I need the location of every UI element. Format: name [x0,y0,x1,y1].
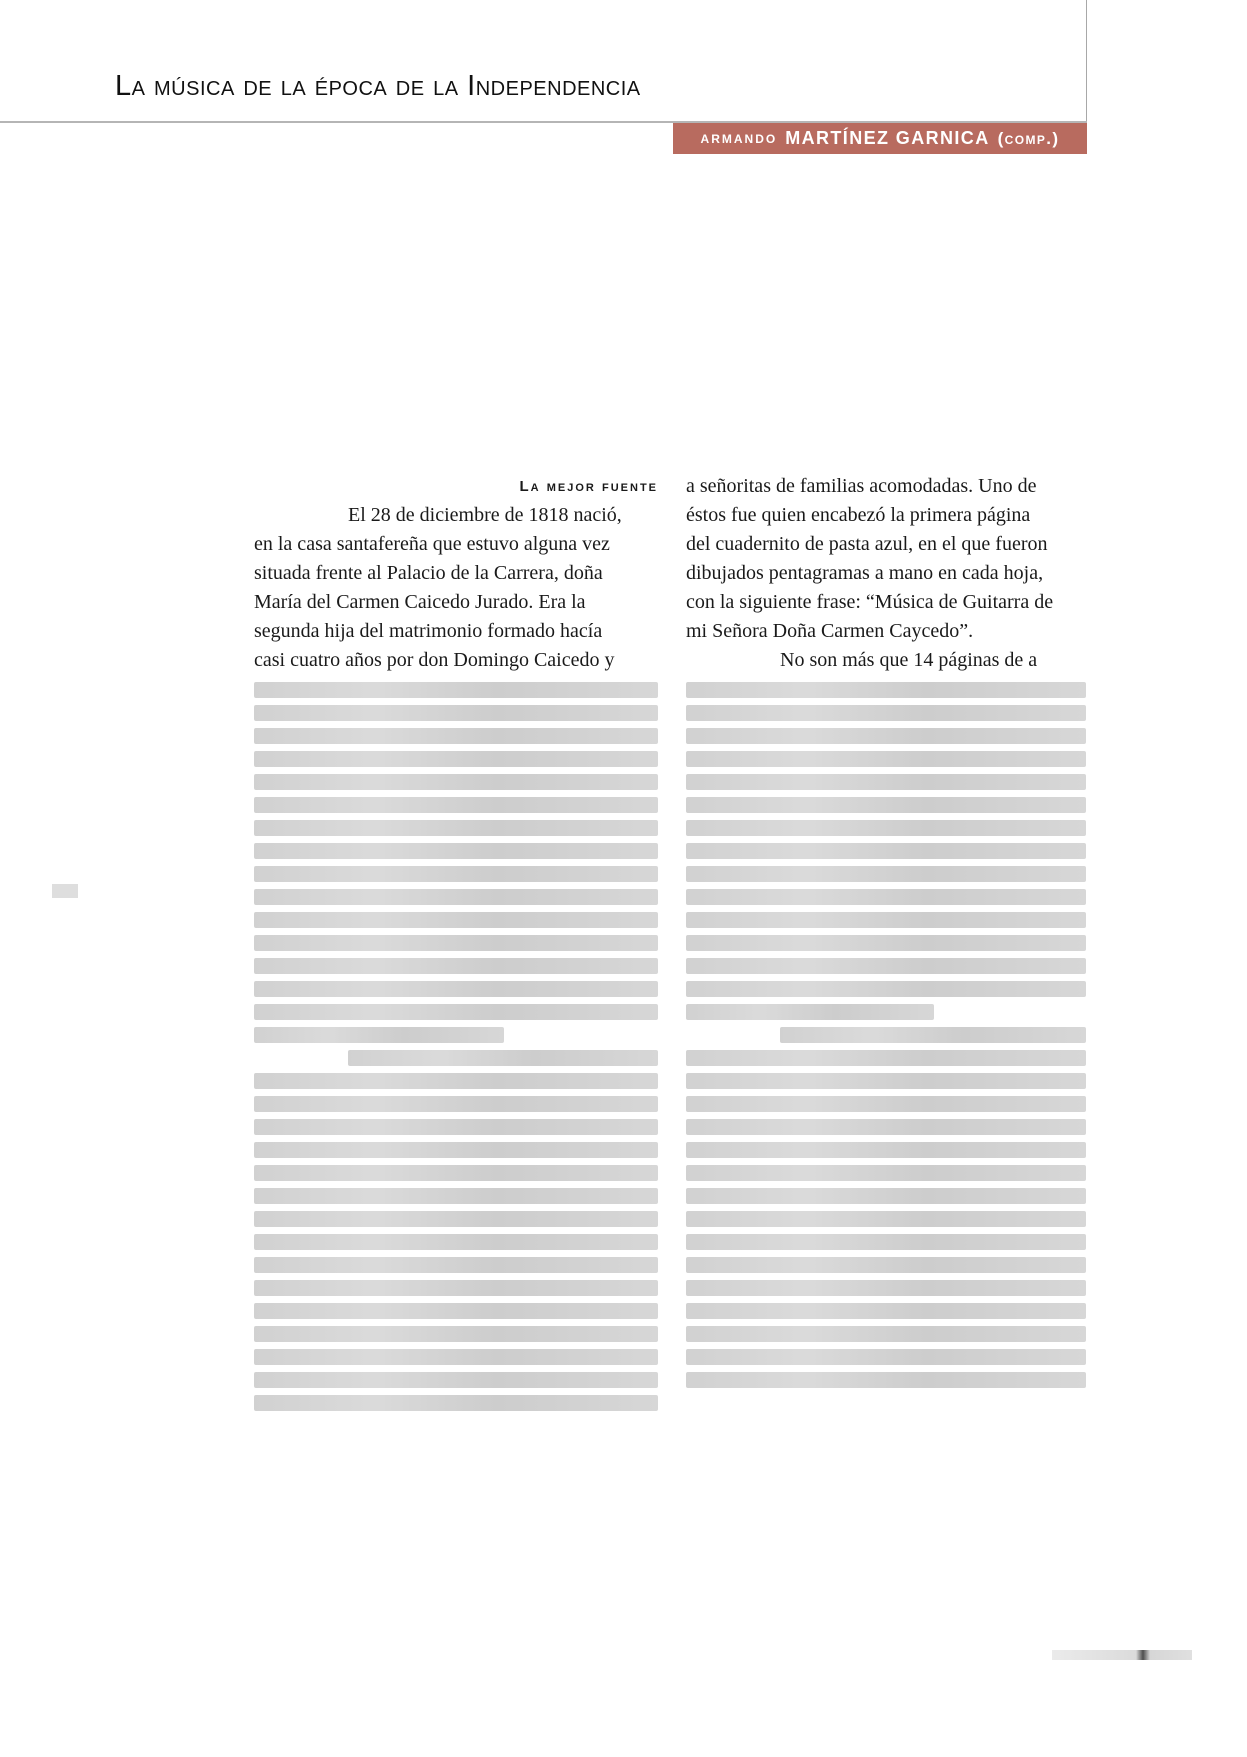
blurred-line [254,751,658,767]
blurred-line [254,1165,658,1181]
author-role: (comp.) [997,128,1060,148]
blurred-line [254,935,658,951]
blurred-line [686,889,1086,905]
blurred-line [254,981,658,997]
paragraph-line: a señoritas de familias acomodadas. Uno de [686,475,1037,497]
author-first-name: ARMANDO [700,131,778,146]
blurred-line [254,1211,658,1227]
blurred-line [686,1234,1086,1250]
paragraph-line: situada frente al Palacio de la Carrera, doña [254,562,603,584]
paragraph-line: dibujados pentagramas a mano en cada hoja, [686,562,1044,584]
blurred-line [686,1303,1086,1319]
article-column-right [686,472,1086,1394]
blurred-line [686,912,1086,928]
blurred-line [686,1211,1086,1227]
paragraph-line: casi cuatro años por don Domingo Caicedo y [254,649,615,671]
blurred-line [686,1050,1086,1066]
blurred-line [686,935,1086,951]
paragraph-line: éstos fue quien encabezó la primera página [686,504,1031,526]
blurred-line [254,1119,658,1135]
blurred-line [254,774,658,790]
blurred-line [686,774,1086,790]
blurred-line [686,1096,1086,1112]
blurred-line [686,1004,934,1020]
running-book-title: La música de la época de la Independencia [115,70,641,102]
paragraph-line: María del Carmen Caicedo Jurado. Era la [254,591,586,613]
paragraph-line: del cuadernito de pasta azul, en el que fueron [686,533,1048,555]
blurred-line [686,1142,1086,1158]
author-last-name: MARTÍNEZ GARNICA [785,128,990,148]
paragraph-line: en la casa santafereña que estuvo alguna vez [254,533,610,555]
blurred-line [686,1280,1086,1296]
page-number-blurred [52,884,78,898]
blurred-line [254,889,658,905]
blurred-line [686,1188,1086,1204]
blurred-line [254,797,658,813]
blurred-line [686,843,1086,859]
blurred-line [254,1027,504,1043]
blurred-line [254,1096,658,1112]
blurred-line [686,866,1086,882]
blurred-line [254,728,658,744]
blurred-line [686,1073,1086,1089]
blurred-line [254,1326,658,1342]
blurred-line [254,1395,658,1411]
paragraph-line: No son más que 14 páginas de a [780,649,1038,671]
footer-blurred [1052,1650,1192,1660]
blurred-line [686,958,1086,974]
blurred-line [686,820,1086,836]
blurred-line [254,682,658,698]
blurred-line [780,1027,1086,1043]
author-band [673,123,1087,154]
blurred-line [254,1303,658,1319]
blurred-line [254,1280,658,1296]
blurred-line [254,705,658,721]
blurred-line [686,1326,1086,1342]
blurred-line [686,1257,1086,1273]
blurred-line [254,1073,658,1089]
blurred-line [254,958,658,974]
header-vertical-rule [1086,0,1087,122]
section-heading: La mejor fuente [519,478,658,495]
blurred-line [686,751,1086,767]
blurred-line [254,1234,658,1250]
blurred-text-block [254,682,658,1411]
blurred-text-block [686,682,1086,1388]
article-column-left [254,472,658,1417]
blurred-line [686,1119,1086,1135]
blurred-line [686,981,1086,997]
blurred-line [254,1188,658,1204]
paragraph-line: con la siguiente frase: “Música de Guitarra de [686,591,1054,613]
blurred-line [254,912,658,928]
blurred-line [686,797,1086,813]
blurred-line [686,705,1086,721]
blurred-line [254,1142,658,1158]
blurred-line [254,1349,658,1365]
paragraph-line: El 28 de diciembre de 1818 nació, [348,504,622,526]
blurred-line [348,1050,658,1066]
paragraph-line: mi Señora Doña Carmen Caycedo”. [686,620,974,642]
blurred-line [686,728,1086,744]
blurred-line [254,866,658,882]
blurred-line [254,1004,658,1020]
blurred-line [254,1372,658,1388]
blurred-line [254,820,658,836]
blurred-line [686,1349,1086,1365]
paragraph-line: segunda hija del matrimonio formado hacía [254,620,603,642]
blurred-line [686,682,1086,698]
blurred-line [254,843,658,859]
blurred-line [686,1165,1086,1181]
blurred-line [686,1372,1086,1388]
blurred-line [254,1257,658,1273]
